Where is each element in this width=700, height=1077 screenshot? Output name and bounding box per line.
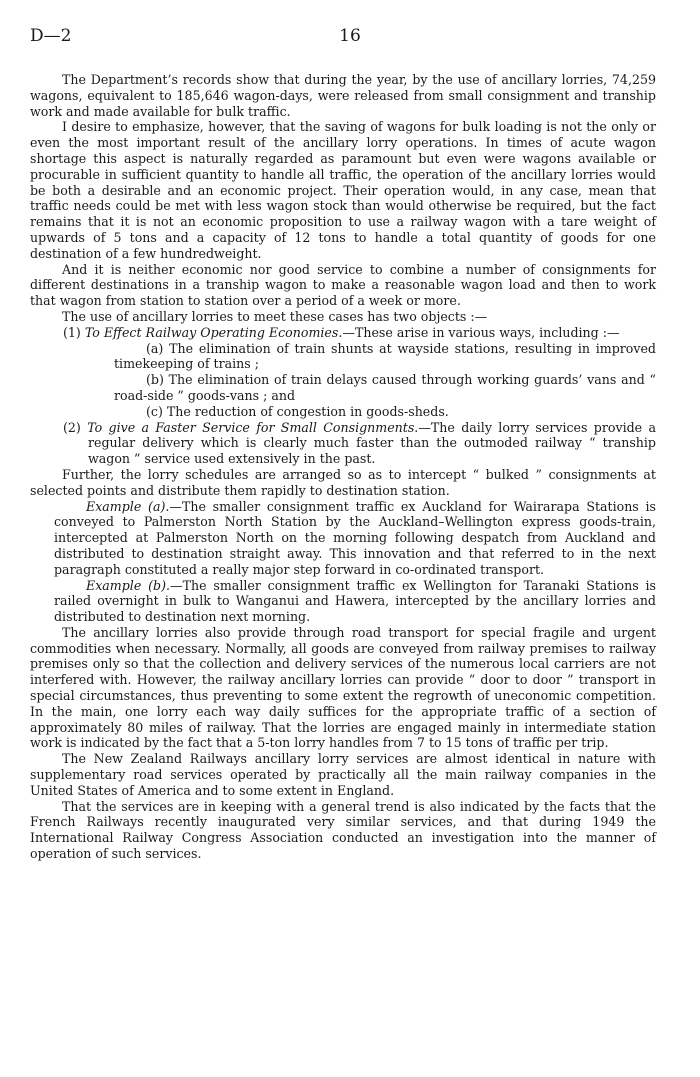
list-item-faster-service <box>30 420 656 467</box>
list-item-title: To Effect Railway Operating Economies. <box>84 324 343 340</box>
page-number: 16 <box>339 26 361 46</box>
example-a <box>30 499 656 578</box>
paragraph-wagon-saving: I desire to emphasize, however, that the saving of wagons for bulk loading is not the only or even the most important result of the ancillary lorry operations. In times of acute wagon shortage this aspect is naturally regarded as paramount but even were wagons available or procurable in sufficient quantity to handle all traffic, the operation of the ancillary lorries would be both a desirable and an economic project. Their operation would, in any case, mean that traffic needs could be met with less wagon stock than would otherwise be required, but the fact remains that it is not an economic proposition to use a railway wagon with a tare weight of upwards of 5 tons and a capacity of 12 tons to handle a total quantity of goods for one destination of a few hundredweight. <box>30 119 656 261</box>
list-item-title: To give a Faster Service for Small Consignments. <box>87 419 419 435</box>
list-item-text: —The daily lorry services provide a regular delivery which is clearly much faster than the outmoded railway “ tranship wagon ” service used extensively in the past. <box>88 419 656 467</box>
example-b <box>30 578 656 625</box>
paragraph-nz-comparison: The New Zealand Railways ancillary lorry services are almost identical in nature with supplementary road services operated by practically all the main railway companies in the United States of America and to some extent in England. <box>30 751 656 798</box>
list-item-number: (2) <box>63 419 81 435</box>
paragraph-general-trend: That the services are in keeping with a general trend is also indicated by the facts that the French Railways recently inaugurated very similar services, and that during 1949 the International Railway Congress Association conducted an investigation into the manner of operation of such services. <box>30 798 656 862</box>
sub-item-b: (b) The elimination of train delays caused through working guards’ vans and “ road-side ” goods-vans ; and <box>114 372 656 403</box>
list-item-text: —These arise in various ways, including :— <box>342 324 620 340</box>
sub-item-c: (c) The reduction of congestion in goods-sheds. <box>146 403 449 419</box>
example-text: —The smaller consignment traffic ex Wellington for Taranaki Stations is railed overnight in bulk to Wanganui and Hawera, intercepted by the ancillary lorries and distributed to destination next morning. <box>54 577 656 625</box>
paragraph-two-objects: The use of ancillary lorries to meet these cases has two objects :— <box>62 308 488 324</box>
paragraph-through-transport: The ancillary lorries also provide through road transport for special fragile and urgent commodities when necessary. Normally, all goods are conveyed from railway premises to railway premises only so that the collection and delivery services of the numerous local carriers are not interfered with. However, the railway ancillary lorries can provide “ door to door ” transport in special circumstances, thus preventing to some extent the regrowth of uneconomic competition. In the main, one lorry each way daily suffices for the appropriate traffic of a section of approximately 80 miles of railway. That the lorries are engaged mainly in intermediate station work is indicated by the fact that a 5-ton lorry handles from 7 to 15 tons of traffic per trip. <box>30 624 656 751</box>
paragraph-tranship-economy: And it is neither economic nor good service to combine a number of consignments for different destinations in a tranship wagon to make a reasonable wagon load and then to work that wagon from station to station over a period of a week or more. <box>30 261 656 309</box>
page-body <box>30 72 656 862</box>
example-text: —The smaller consignment traffic ex Auckland for Wairarapa Stations is conveyed to Palmerston North Station by the Auckland–Wellington express goods-train, intercepted at Palmerston North on the morning following despatch from Auckland and distributed to destination straight away. This innovation and that referred to in the next paragraph constituted a really major step forward in co-ordinated transport. <box>54 498 656 577</box>
paragraph-wagon-records: The Department’s records show that during the year, by the use of ancillary lorries, 74,259 wagons, equivalent to 185,646 wagon-days, were released from small consignment and tranship work and made available for bulk traffic. <box>30 72 656 119</box>
paragraph-lorry-schedules: Further, the lorry schedules are arranged so as to intercept “ bulked ” consignments at selected points and distribute them rapidly to destination station. <box>30 466 656 498</box>
example-title: Example (a). <box>86 498 170 514</box>
list-item-operating-economies <box>30 325 656 341</box>
page-header <box>30 26 670 50</box>
list-item-number: (1) <box>63 324 81 340</box>
sub-item-a: (a) The elimination of train shunts at wayside stations, resulting in improved timekeeping of trains ; <box>114 340 656 372</box>
example-title: Example (b). <box>86 577 171 593</box>
document-code: D—2 <box>30 26 72 46</box>
